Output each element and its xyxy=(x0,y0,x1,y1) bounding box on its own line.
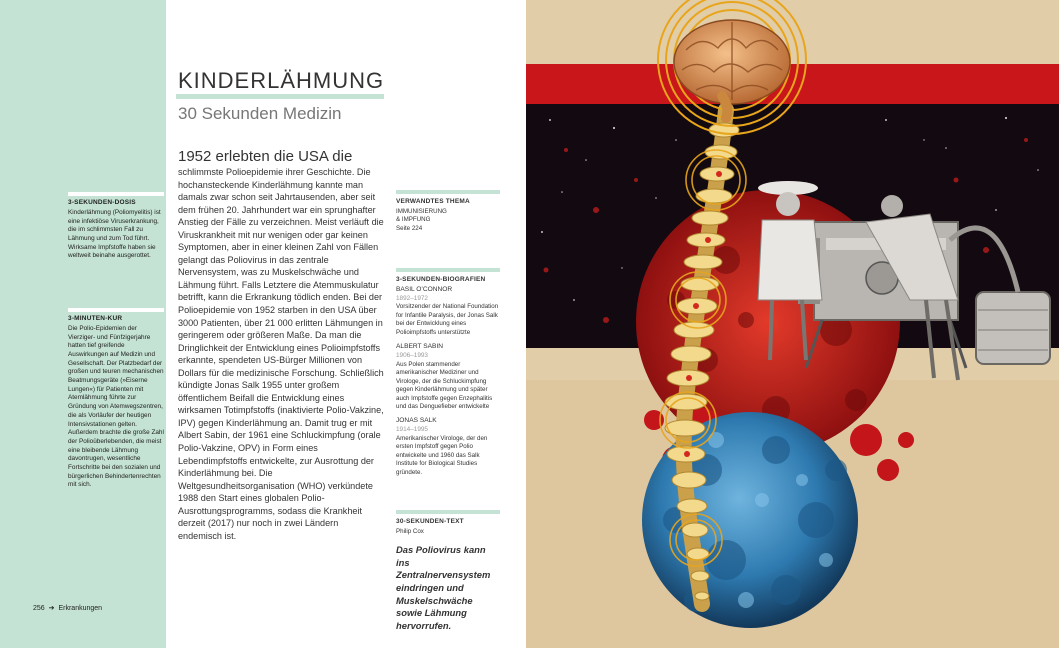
three-minute-cure xyxy=(68,308,164,490)
related-line-2: & IMPFUNG xyxy=(396,216,431,224)
cure-heading: 3-MINUTEN-KUR xyxy=(68,315,123,322)
thirty-second-text xyxy=(396,510,500,632)
main-column xyxy=(166,0,526,648)
body-text: schlimmste Polioepidemie ihrer Geschichte. Die hochansteckende Kinderlähmung kannte man damals zwar schon seit Jahrtausenden, aber seit dem frühen 20. Jahrhundert war ein sprunghafter Anstieg der Fälle zu verzeichnen. Meist verläuft die Viruskrankheit mit nur wenigen oder gar keinen Symptomen, aber in einer kleinen Zahl von Fällen gelangt das Poliovirus in das zentrale Nervensystem, was zu Muskelschwäche und Lähmung führt. Falls Letztere die Atemmuskulatur betrifft, kann die Erkrankung tödlich enden. Bei der Polioepidemie von 1952 starben in den USA über 3000 Patienten, über 21 000 erlitten Lähmungen in geringerem oder größeren Maße. Da man die Dringlichkeit der Entwicklung eines Polioimpfstoffs erkannte, spendeten US-Bürger Millionen von Dollars für die medizinische Forschung. Schließlich kündigte Jonas Salk 1955 unter großem öffentlichem Beifall die Entwicklung eines wirksamen Totimpfstoffs (inaktivierte Polio-Vakzine, IPV) gegen Kinderlähmung an. Damit trug er mit Albert Sabin, der 1961 eine Schluckimpfung (orale Polio-Vakzine, OPV) in Form eines Lebendimpfstoffs entwickelte, zur Ausrottung der Kinderlähmung bei. Die Weltgesundheitsorganisation (WHO) verkündete 1988 den Start eines globalen Polio-Ausrottungsprogramms, sodass die Krankheit derzeit (2017) nur noch in zwei Ländern endemisch ist. xyxy=(178,167,384,541)
cure-text: Die Polio-Epidemien der Vierziger- und Fünfzigerjahre hatten tief greifende Auswirkungen auf Medizin und Gesellschaft. Der Platzbedarf der großen und teuren mechanischen Beatmungsgeräte (»Eiserne Lungen«) für Patienten mit Atemlähmung führte zur Gründung von Atemwegszentren, die als Vorläufer der heutigen Intensivstationen gelten. Außerdem brachte die große Zahl der Polioüberlebenden, die meist eine bleibende Lähmung davontrugen, wesentliche Fortschritte bei den sozialen und bürgerlichen Behindertenrechten mit sich. xyxy=(68,324,164,489)
bios-heading: 3-SEKUNDEN-BIOGRAFIEN xyxy=(396,276,486,283)
dose-text: Kinderlähmung (Poliomyelitis) ist eine infektiöse Viruserkrankung, die im schlimmsten Fall zu Lähmung und zum Tod führt. Wirksame Impfstoffe haben sie weltweit beinahe ausgerottet. xyxy=(68,208,161,260)
bio-name: BASIL O’CONNOR xyxy=(396,285,453,293)
bio-text: Aus Polen stammender amerikanischer Mediziner und Virologe, der die Schluckimpfung gegen Kinderlähmung und später auch Impfstoffe gegen Enzephalitis und das Denguefieber entwickelte xyxy=(396,360,493,410)
title-divider xyxy=(176,94,384,99)
bio-text: Amerikanischer Virologe, der den ersten Impfstoff gegen Polio entwickelte und 1960 das Salk Institute for Biological Studies gründete. xyxy=(396,435,488,476)
page-title: KINDERLÄHMUNG xyxy=(178,68,385,93)
arrow-icon: ➔ xyxy=(48,605,55,612)
related-page: Seite 224 xyxy=(396,224,423,232)
bio-years: 1906–1993 xyxy=(396,352,428,360)
related-heading: VERWANDTES THEMA xyxy=(396,198,470,205)
bio-name: ALBERT SABIN xyxy=(396,343,444,351)
three-second-dose xyxy=(68,192,164,261)
bio-years: 1914–1995 xyxy=(396,426,428,434)
section-divider xyxy=(396,268,500,272)
section-name: Erkrankungen xyxy=(58,605,103,612)
bio-name: JONAS SALK xyxy=(396,417,437,425)
collage-illustration xyxy=(526,0,1059,648)
section-divider xyxy=(396,510,500,514)
page-footer xyxy=(33,604,102,612)
article-body xyxy=(178,148,384,542)
dose-heading: 3-SEKUNDEN-DOSIS xyxy=(68,199,136,206)
page-number: 256 xyxy=(33,605,45,612)
section-divider xyxy=(396,190,500,194)
related-topic xyxy=(396,190,500,233)
text30-heading: 30-SEKUNDEN-TEXT xyxy=(396,518,464,525)
page-subtitle: 30 Sekunden Medizin xyxy=(178,104,342,123)
bio-text: Vorsitzender der National Foundation for Infantile Paralysis, der Jonas Salk bei der Entwicklung eines Polioimpfstoffs unterstützte xyxy=(396,303,499,336)
brain-illustration xyxy=(658,0,806,134)
section-divider xyxy=(68,192,164,196)
lead-text: 1952 erlebten die USA die xyxy=(178,148,353,165)
collage-svg xyxy=(526,0,1059,648)
related-line-1: IMMUNISIERUNG xyxy=(396,207,447,215)
biographies xyxy=(396,268,500,477)
image-caption: Das Poliovirus kann ins Zentralnervensystem eindringen und Muskelschwäche sowie Lähmung hervorrufen. xyxy=(396,544,491,631)
section-divider xyxy=(68,308,164,312)
author-name: Philip Cox xyxy=(396,527,424,535)
bio-years: 1892–1972 xyxy=(396,294,428,302)
